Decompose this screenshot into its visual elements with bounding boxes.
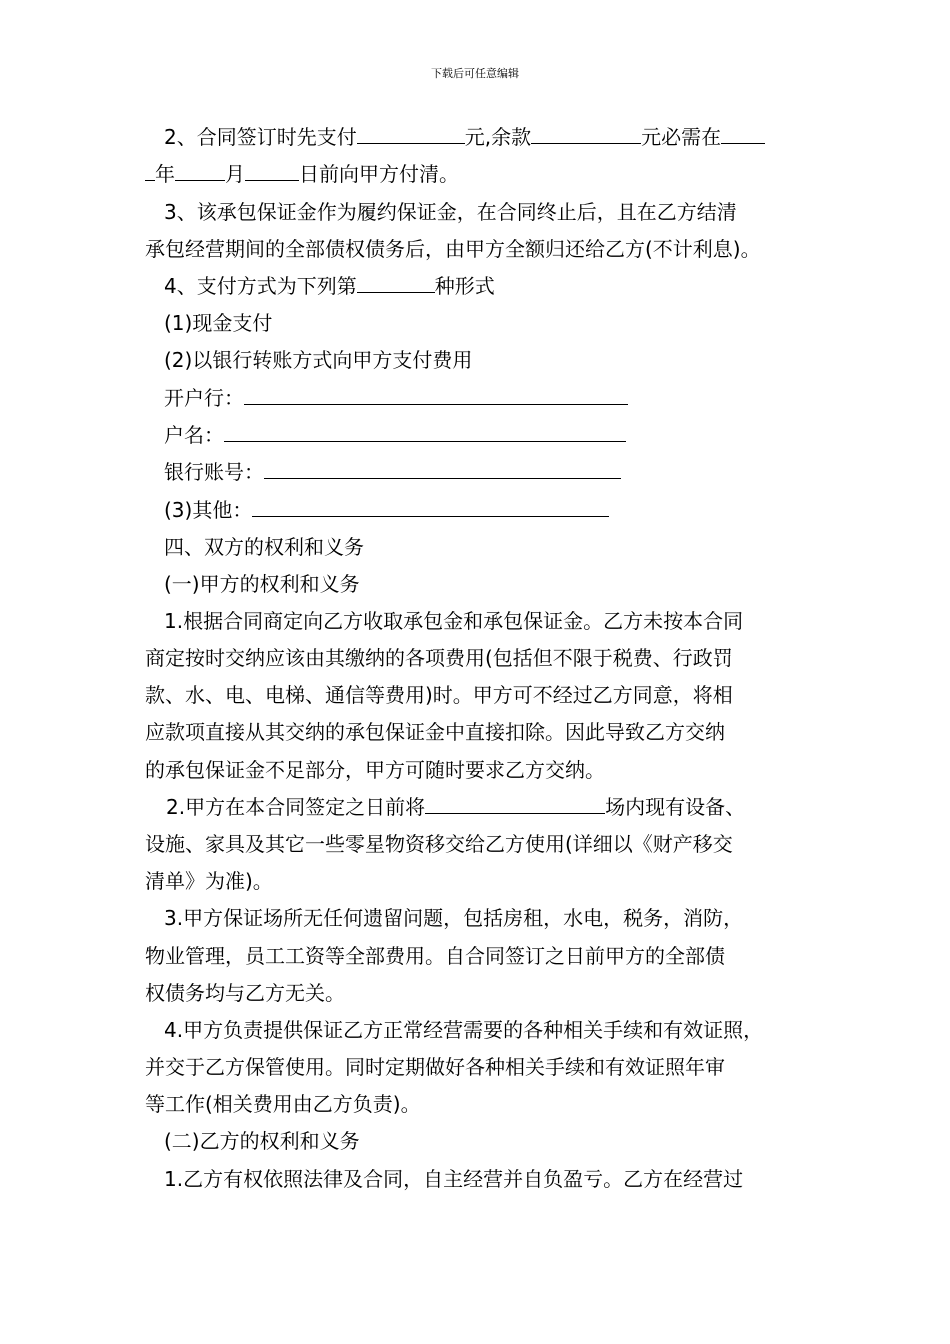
clause-3-line-2: 承包经营期间的全部债权债务后，由甲方全额归还给乙方(不计利息)。	[145, 237, 761, 261]
clause-4-text-a: 4、支付方式为下列第	[164, 274, 357, 298]
payment-method-blank[interactable]	[357, 274, 435, 293]
year-blank-part1[interactable]	[721, 125, 765, 144]
clause-2-text-a: 2、合同签订时先支付	[164, 125, 357, 149]
other-label: (3)其他：	[164, 498, 253, 522]
party-a-item-3-line-2: 物业管理，员工工资等全部费用。自合同签订之日前甲方的全部债	[145, 944, 725, 968]
clause-2-month: 月	[225, 162, 245, 186]
clause-2-line-2	[145, 162, 459, 186]
party-a-item-2-line-3: 清单》为准)。	[145, 869, 273, 893]
party-a-item-1-line-4: 应款项直接从其交纳的承包保证金中直接扣除。因此导致乙方交纳	[145, 720, 725, 744]
balance-amount-blank[interactable]	[531, 125, 641, 144]
clause-4-line	[164, 274, 495, 298]
year-blank-part2[interactable]	[145, 162, 155, 181]
party-a-item-3-line-3: 权债务均与乙方无关。	[145, 981, 345, 1005]
section-4-2-heading: (二)乙方的权利和义务	[164, 1129, 360, 1153]
option-bank-transfer: (2)以银行转账方式向甲方支付费用	[164, 348, 473, 372]
account-name-row	[164, 423, 626, 447]
party-a-item-2-text-b: 场内现有设备、	[605, 795, 746, 819]
clause-2-text-b: 元,余款	[464, 125, 532, 149]
party-b-item-1-line-1: 1.乙方有权依照法律及合同，自主经营并自负盈亏。乙方在经营过	[164, 1167, 744, 1191]
month-blank[interactable]	[175, 162, 225, 181]
other-field[interactable]	[252, 498, 609, 517]
party-a-item-3-line-1: 3.甲方保证场所无任何遗留问题，包括房租，水电，税务，消防，	[164, 906, 744, 930]
party-a-item-4-line-3: 等工作(相关费用由乙方负责)。	[145, 1092, 421, 1116]
party-a-item-1-line-1: 1.根据合同商定向乙方收取承包金和承包保证金。乙方未按本合同	[164, 609, 744, 633]
account-number-label: 银行账号：	[164, 460, 264, 484]
account-name-field[interactable]	[224, 423, 626, 442]
clause-3-line-1: 3、该承包保证金作为履约保证金，在合同终止后，且在乙方结清	[164, 200, 737, 224]
bank-label: 开户行：	[164, 386, 244, 410]
venue-name-blank[interactable]	[425, 795, 605, 814]
clause-2-text-c: 元必需在	[641, 125, 722, 149]
page-header: 下载后可任意编辑	[431, 67, 519, 80]
party-a-item-2-line-1	[166, 795, 745, 819]
party-a-item-1-line-3: 款、水、电、电梯、通信等费用)时。甲方可不经过乙方同意，将相	[145, 683, 733, 707]
account-number-field[interactable]	[264, 460, 621, 479]
bank-field[interactable]	[244, 386, 628, 405]
option-cash: (1)现金支付	[164, 311, 273, 335]
section-4-1-heading: (一)甲方的权利和义务	[164, 572, 360, 596]
account-name-label: 户名：	[164, 423, 224, 447]
bank-row	[164, 386, 628, 410]
clause-2-line-1	[164, 125, 765, 149]
party-a-item-2-text-a: 2.甲方在本合同签定之日前将	[166, 795, 426, 819]
day-blank[interactable]	[245, 162, 299, 181]
payment-amount-blank[interactable]	[357, 125, 465, 144]
party-a-item-1-line-2: 商定按时交纳应该由其缴纳的各项费用(包括但不限于税费、行政罚	[145, 646, 733, 670]
other-row	[164, 498, 609, 522]
party-a-item-1-line-5: 的承包保证金不足部分，甲方可随时要求乙方交纳。	[145, 758, 605, 782]
clause-2-year: 年	[155, 162, 175, 186]
section-4-heading: 四、双方的权利和义务	[164, 535, 364, 559]
clause-2-text-f: 日前向甲方付清。	[299, 162, 459, 186]
party-a-item-4-line-2: 并交于乙方保管使用。同时定期做好各种相关手续和有效证照年审	[145, 1055, 725, 1079]
clause-4-text-b: 种形式	[434, 274, 495, 298]
account-number-row	[164, 460, 621, 484]
party-a-item-4-line-1: 4.甲方负责提供保证乙方正常经营需要的各种相关手续和有效证照，	[164, 1018, 764, 1042]
party-a-item-2-line-2: 设施、家具及其它一些零星物资移交给乙方使用(详细以《财产移交	[145, 832, 733, 856]
